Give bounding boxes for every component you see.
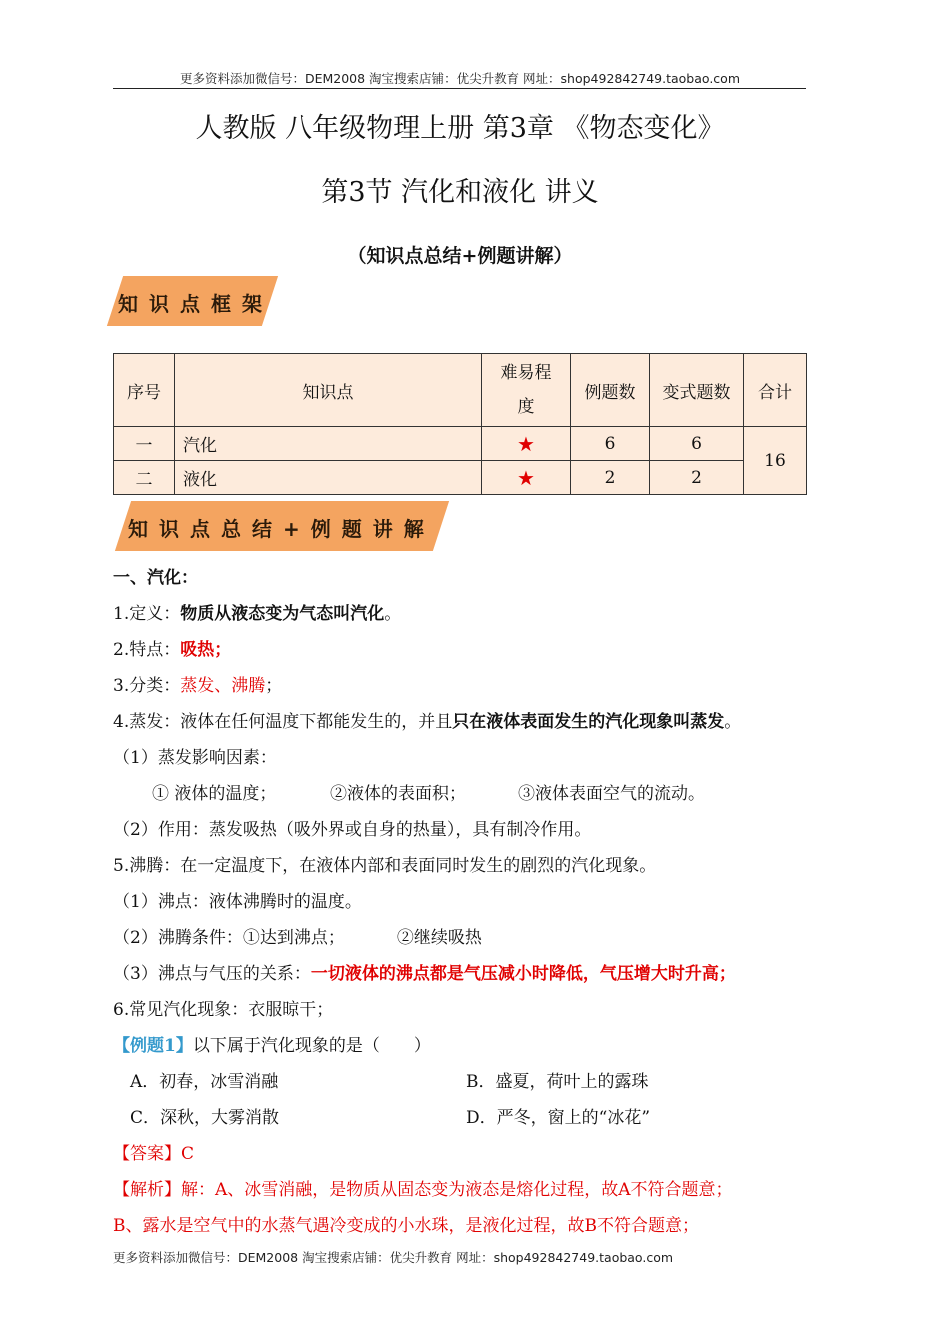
header-examples: 例题数	[571, 354, 650, 427]
header-topic: 知识点	[175, 354, 482, 427]
header-difficulty	[482, 354, 571, 427]
option-b: B．盛夏，荷叶上的露珠	[466, 1072, 649, 1092]
evaporation-line	[113, 707, 741, 732]
row-no: 二	[114, 461, 175, 495]
table-header-row	[114, 354, 807, 427]
table-row	[114, 427, 807, 461]
definition-line	[113, 599, 401, 624]
analysis-text-1: 解：A、冰雪消融，是物质从固态变为液态是熔化过程，故A不符合题意；	[181, 1180, 733, 1200]
analysis-tag: 【解析】	[113, 1180, 181, 1200]
evap-factor-item: ②液体的表面积；	[330, 784, 466, 804]
answer-line	[113, 1139, 194, 1164]
evap-factors-title: （1）蒸发影响因素：	[113, 748, 277, 768]
classify-end: ；	[265, 676, 283, 696]
classify-label: 3.分类：	[113, 676, 181, 696]
boiling-pressure-line	[113, 959, 736, 984]
row-topic: 液化	[175, 461, 482, 495]
row-no: 一	[114, 427, 175, 461]
definition-text: 物质从液态变为气态叫汽化	[180, 604, 385, 624]
row-topic: 汽化	[175, 427, 482, 461]
row-examples: 2	[571, 461, 650, 495]
header-rule	[113, 88, 806, 89]
boil-cond-b: ②继续吸热	[396, 928, 482, 948]
heading-vaporization: 一、汽化：	[113, 568, 198, 588]
header-difficulty-l2: 度	[517, 397, 535, 417]
page-footer: 更多资料添加微信号：DEM2008 淘宝搜索店铺：优尖升教育 网址：shop492842749.taobao.com	[113, 1250, 674, 1265]
boil-pressure-text: 一切液体的沸点都是气压减小时降低，气压增大时升高；	[310, 964, 736, 984]
option-a: A．初春，冰雪消融	[130, 1072, 279, 1092]
answer-value: C	[181, 1144, 195, 1164]
boil-pressure-label: （3）沸点与气压的关系：	[113, 964, 311, 984]
header-variants: 变式题数	[650, 354, 744, 427]
evap-label: 4.蒸发：	[113, 712, 181, 732]
banner-summary: 知识点总结+例题讲解	[128, 517, 435, 541]
knowledge-table	[113, 353, 807, 495]
option-c: C．深秋，大雾消散	[130, 1108, 280, 1128]
analysis-line-1	[113, 1175, 733, 1200]
feature-label: 2.特点：	[113, 640, 181, 660]
section-title: 第3节 汽化和液化 讲义	[321, 177, 599, 208]
table-row	[114, 461, 807, 495]
feature-text: 吸热；	[180, 640, 232, 660]
boil-cond-a: ①达到沸点；	[242, 928, 345, 948]
answer-tag: 【答案】	[113, 1144, 181, 1164]
example-question	[113, 1031, 431, 1056]
page-header: 更多资料添加微信号：DEM2008 淘宝搜索店铺：优尖升教育 网址：shop492842749.taobao.com	[179, 71, 741, 86]
example-question-text: 以下属于汽化现象的是（ ）	[192, 1036, 431, 1056]
feature-line	[113, 635, 231, 660]
common-phenomena-line: 6.常见汽化现象：衣服晾干；	[113, 1000, 334, 1020]
evap-text: 液体在任何温度下都能发生的，并且	[180, 712, 453, 732]
subtitle: （知识点总结+例题讲解）	[347, 245, 573, 267]
header-total: 合计	[744, 354, 807, 427]
evap-end: 。	[724, 712, 742, 732]
boiling-line: 5.沸腾：在一定温度下，在液体内部和表面同时发生的剧烈的汽化现象。	[113, 856, 657, 876]
boiling-point-line: （1）沸点：液体沸腾时的温度。	[113, 892, 362, 912]
evap-factor-item: ③液体表面空气的流动。	[518, 784, 705, 804]
evap-effect-line: （2）作用：蒸发吸热（吸外界或自身的热量），具有制冷作用。	[113, 820, 592, 840]
document-title: 人教版 八年级物理上册 第3章 《物态变化》	[195, 113, 725, 144]
row-examples: 6	[571, 427, 650, 461]
boil-cond-label: （2）沸腾条件：	[113, 928, 243, 948]
star-icon: ★	[482, 427, 571, 461]
evap-bold: 只在液体表面发生的汽化现象叫蒸发	[452, 712, 725, 732]
total-cell: 16	[744, 427, 807, 495]
option-d: D．严冬，窗上的“冰花”	[466, 1108, 651, 1128]
banner-framework: 知识点框架	[118, 292, 273, 316]
classify-line	[113, 671, 282, 696]
analysis-line-2: B、露水是空气中的水蒸气遇冷变成的小水珠，是液化过程，故B不符合题意；	[113, 1216, 699, 1236]
header-no: 序号	[114, 354, 175, 427]
definition-label: 1.定义：	[113, 604, 181, 624]
star-icon: ★	[482, 461, 571, 495]
row-variants: 2	[650, 461, 744, 495]
definition-end: 。	[384, 604, 402, 624]
evap-factor-item: ① 液体的温度；	[152, 784, 277, 804]
boiling-condition-line	[113, 923, 482, 948]
row-variants: 6	[650, 427, 744, 461]
header-difficulty-l1: 难易程	[500, 363, 552, 383]
classify-text: 蒸发、沸腾	[180, 676, 266, 696]
example-tag: 【例题1】	[113, 1036, 193, 1056]
